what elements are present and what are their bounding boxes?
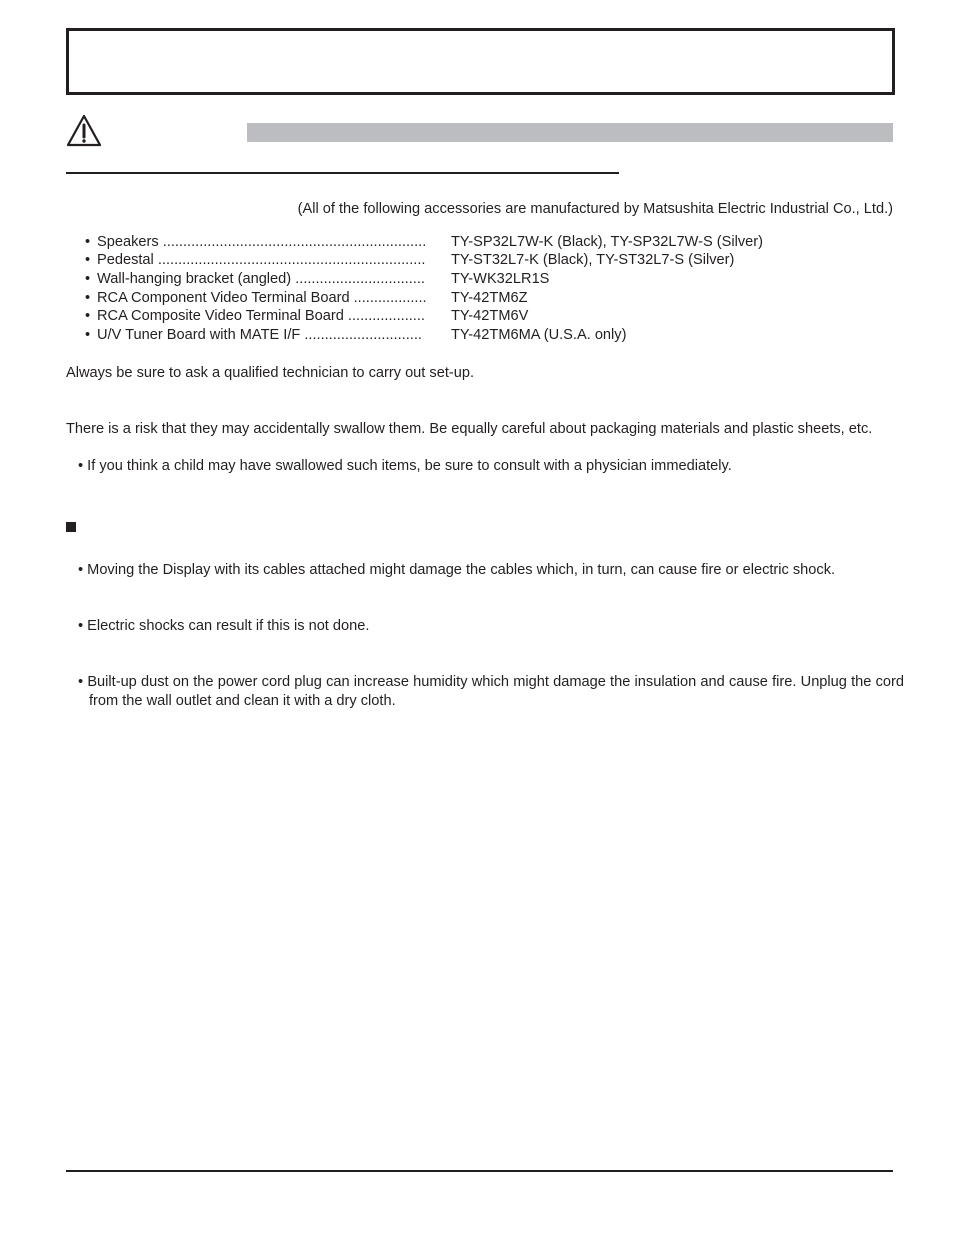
accessory-leader: .................................................................. [153, 252, 426, 268]
accessory-item: • Wall-hanging bracket (angled) ................................ TY-WK32LR1S [85, 271, 550, 287]
title-box [66, 28, 895, 95]
header-bar [247, 123, 893, 142]
accessory-item: • Speakers ................................................................. TY-SP32L7W-K (Black), TY-SP32L7W-S (Silver) [85, 234, 763, 250]
accessory-model: TY-42TM6V [451, 308, 529, 324]
accessory-model: TY-ST32L7-K (Black), TY-ST32L7-S (Silver) [451, 252, 735, 268]
footer-rule [66, 1170, 893, 1172]
accessory-model: TY-42TM6Z [451, 290, 528, 306]
dust-bullet: • Built-up dust on the power cord plug can increase humidity which might damage the insulation and cause fire. Unplug the cord from the wall outlet and clean it with a dry cloth. [78, 674, 904, 709]
cables-bullet: • Moving the Display with its cables attached might damage the cables which, in turn, can cause fire or electric shock. [78, 562, 836, 578]
manufacturer-note: (All of the following accessories are manufactured by Matsushita Electric Industrial Co., Ltd.) [297, 201, 893, 217]
accessory-name: Pedestal [97, 252, 154, 268]
black-square-icon [66, 522, 76, 532]
accessory-leader: ................................ [291, 271, 425, 287]
accessory-item: • Pedestal .................................................................. TY-ST32L7-K (Black), TY-ST32L7-S (Silver) [85, 252, 735, 268]
accessory-leader: ................... [343, 308, 425, 324]
accessory-name: RCA Composite Video Terminal Board [97, 308, 344, 324]
accessory-item: • RCA Composite Video Terminal Board ................... TY-42TM6V [85, 308, 529, 324]
setup-text: Always be sure to ask a qualified technician to carry out set-up. [66, 365, 475, 381]
accessory-model: TY-42TM6MA (U.S.A. only) [451, 327, 627, 343]
accessory-leader: .................. [349, 290, 427, 306]
accessory-item: • U/V Tuner Board with MATE I/F ............................. TY-42TM6MA (U.S.A. only) [85, 327, 627, 343]
accessory-model: TY-WK32LR1S [451, 271, 550, 287]
accessory-name: U/V Tuner Board with MATE I/F [97, 327, 301, 343]
accessory-leader: ................................................................. [158, 234, 427, 250]
accessory-leader: ............................. [300, 327, 422, 343]
accessory-model: TY-SP32L7W-K (Black), TY-SP32L7W-S (Silver) [451, 234, 763, 250]
accessory-name: RCA Component Video Terminal Board [97, 290, 350, 306]
section-rule [66, 172, 619, 174]
electric-shock-bullet: • Electric shocks can result if this is not done. [78, 618, 370, 634]
accessory-name: Speakers [97, 234, 159, 250]
child-swallow-bullet: • If you think a child may have swallowed such items, be sure to consult with a physician immediately. [78, 458, 732, 474]
swallow-warning-text: There is a risk that they may accidentally swallow them. Be equally careful about packaging materials and plastic sheets, etc. [66, 421, 873, 437]
accessory-name: Wall-hanging bracket (angled) [97, 271, 292, 287]
warning-triangle-icon [66, 114, 102, 147]
accessory-item: • RCA Component Video Terminal Board .................. TY-42TM6Z [85, 290, 528, 306]
